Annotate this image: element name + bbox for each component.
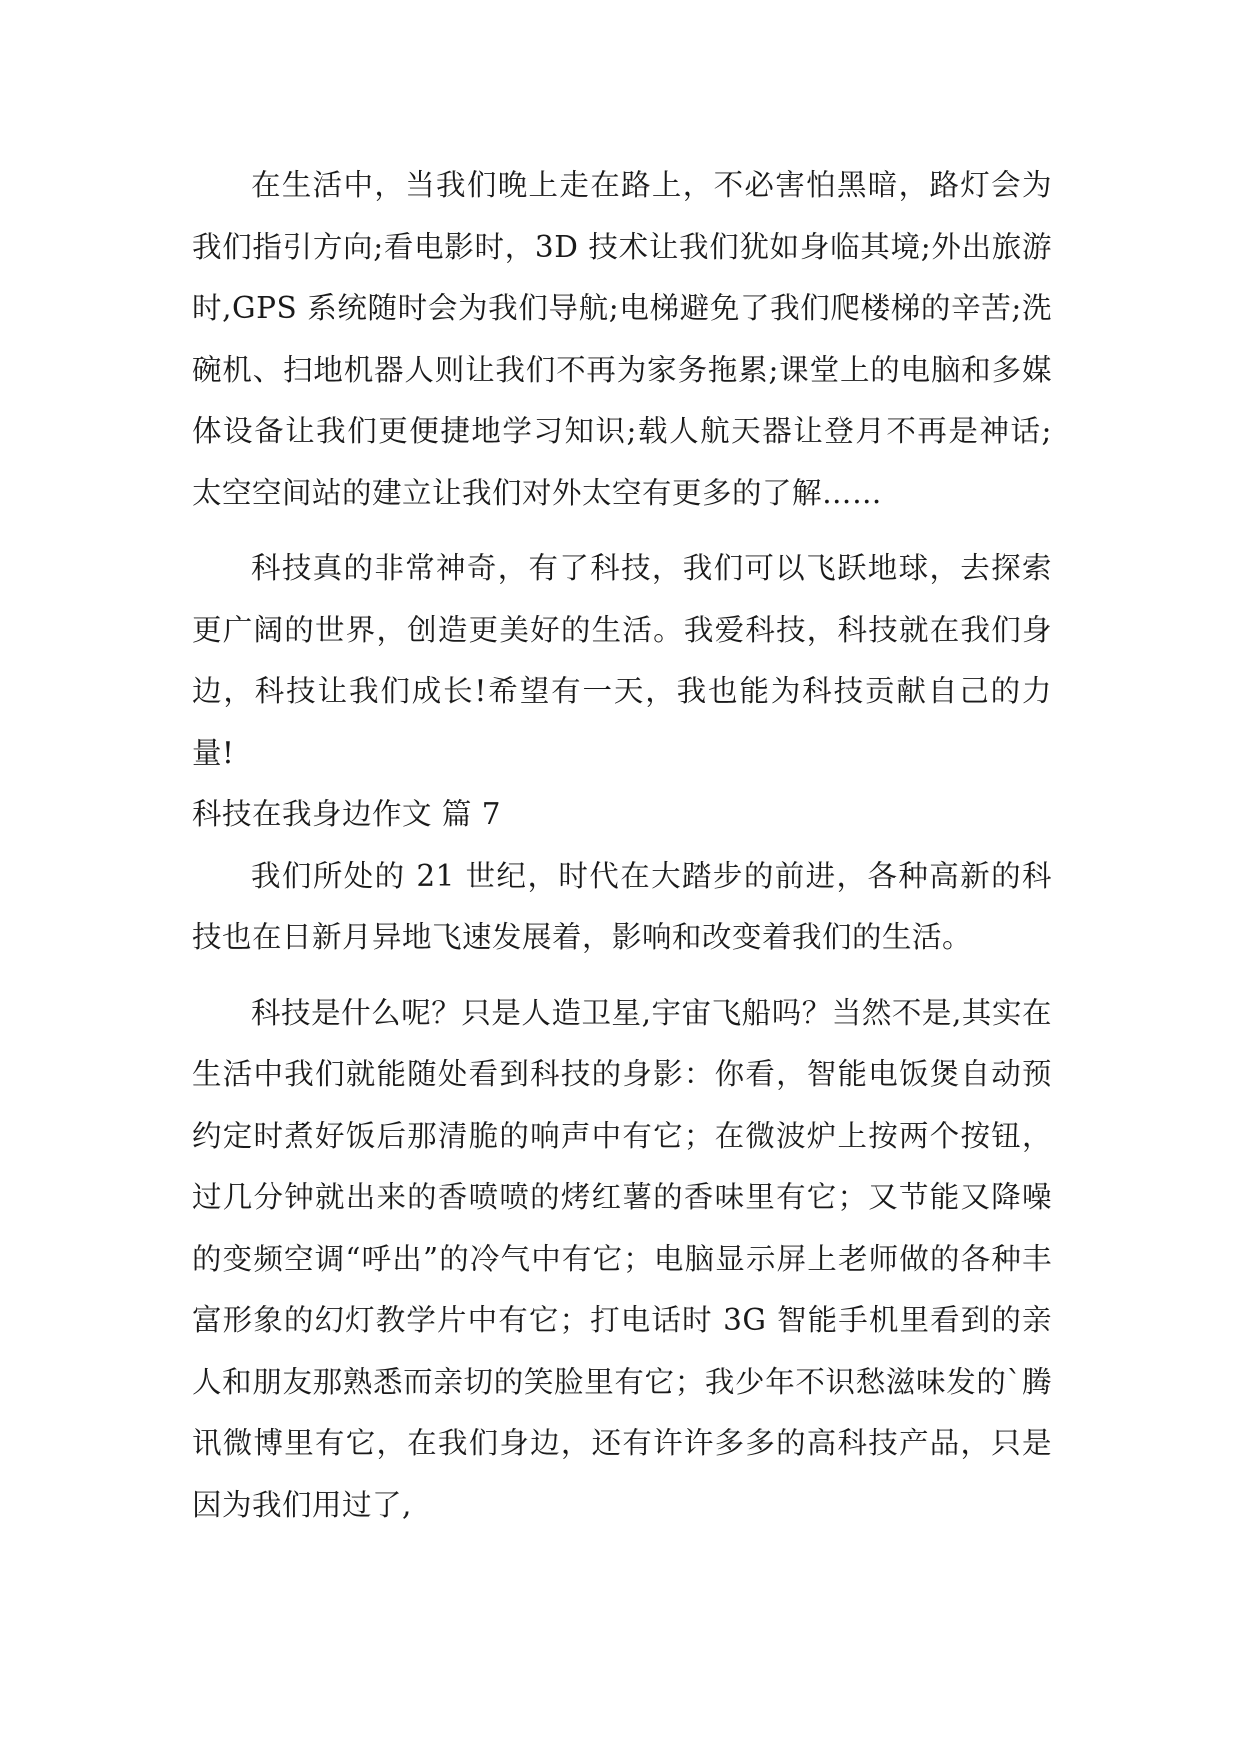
paragraph-love-technology: 科技真的非常神奇，有了科技，我们可以飞跃地球，去探索更广阔的世界，创造更美好的生活。我爱科技，科技就在我们身边，科技让我们成长!希望有一天，我也能为科技贡献自己的力量! <box>192 551 1052 770</box>
paragraph-what-is-technology: 科技是什么呢？只是人造卫星,宇宙飞船吗？当然不是,其实在生活中我们就能随处看到科技的身影：你看，智能电饭煲自动预约定时煮好饭后那清脆的响声中有它；在微波炉上按两个按钮，过几分钟就出来的香喷喷的烤红薯的香味里有它；又节能又降噪的变频空调“呼出”的冷气中有它；电脑显示屏上老师做的各种丰富形象的幻灯教学片中有它；打电话时 3G 智能手机里看到的亲人和朋友那熟悉而亲切的笑脸里有它；我少年不识愁滋味发的`腾讯微博里有它，在我们身边，还有许许多多的高科技产品，只是因为我们用过了, <box>192 995 1052 1522</box>
paragraph-street-lights: 在生活中，当我们晚上走在路上，不必害怕黑暗，路灯会为我们指引方向;看电影时，3D 技术让我们犹如身临其境;外出旅游时,GPS 系统随时会为我们导航;电梯避免了我们爬楼梯的辛苦;洗碗机、扫地机器人则让我们不再为家务拖累;课堂上的电脑和多媒体设备让我们更便捷地学习知识;载人航天器让登月不再是神话;太空空间站的建立让我们对外太空有更多的了解…… <box>192 168 1052 510</box>
paragraph-21st-century: 我们所处的 21 世纪，时代在大踏步的前进，各种高新的科技也在日新月异地飞速发展着，影响和改变着我们的生活。 <box>192 858 1052 954</box>
document-body <box>192 155 1052 1536</box>
essay-heading: 科技在我身边作文 篇 7 <box>192 797 502 831</box>
